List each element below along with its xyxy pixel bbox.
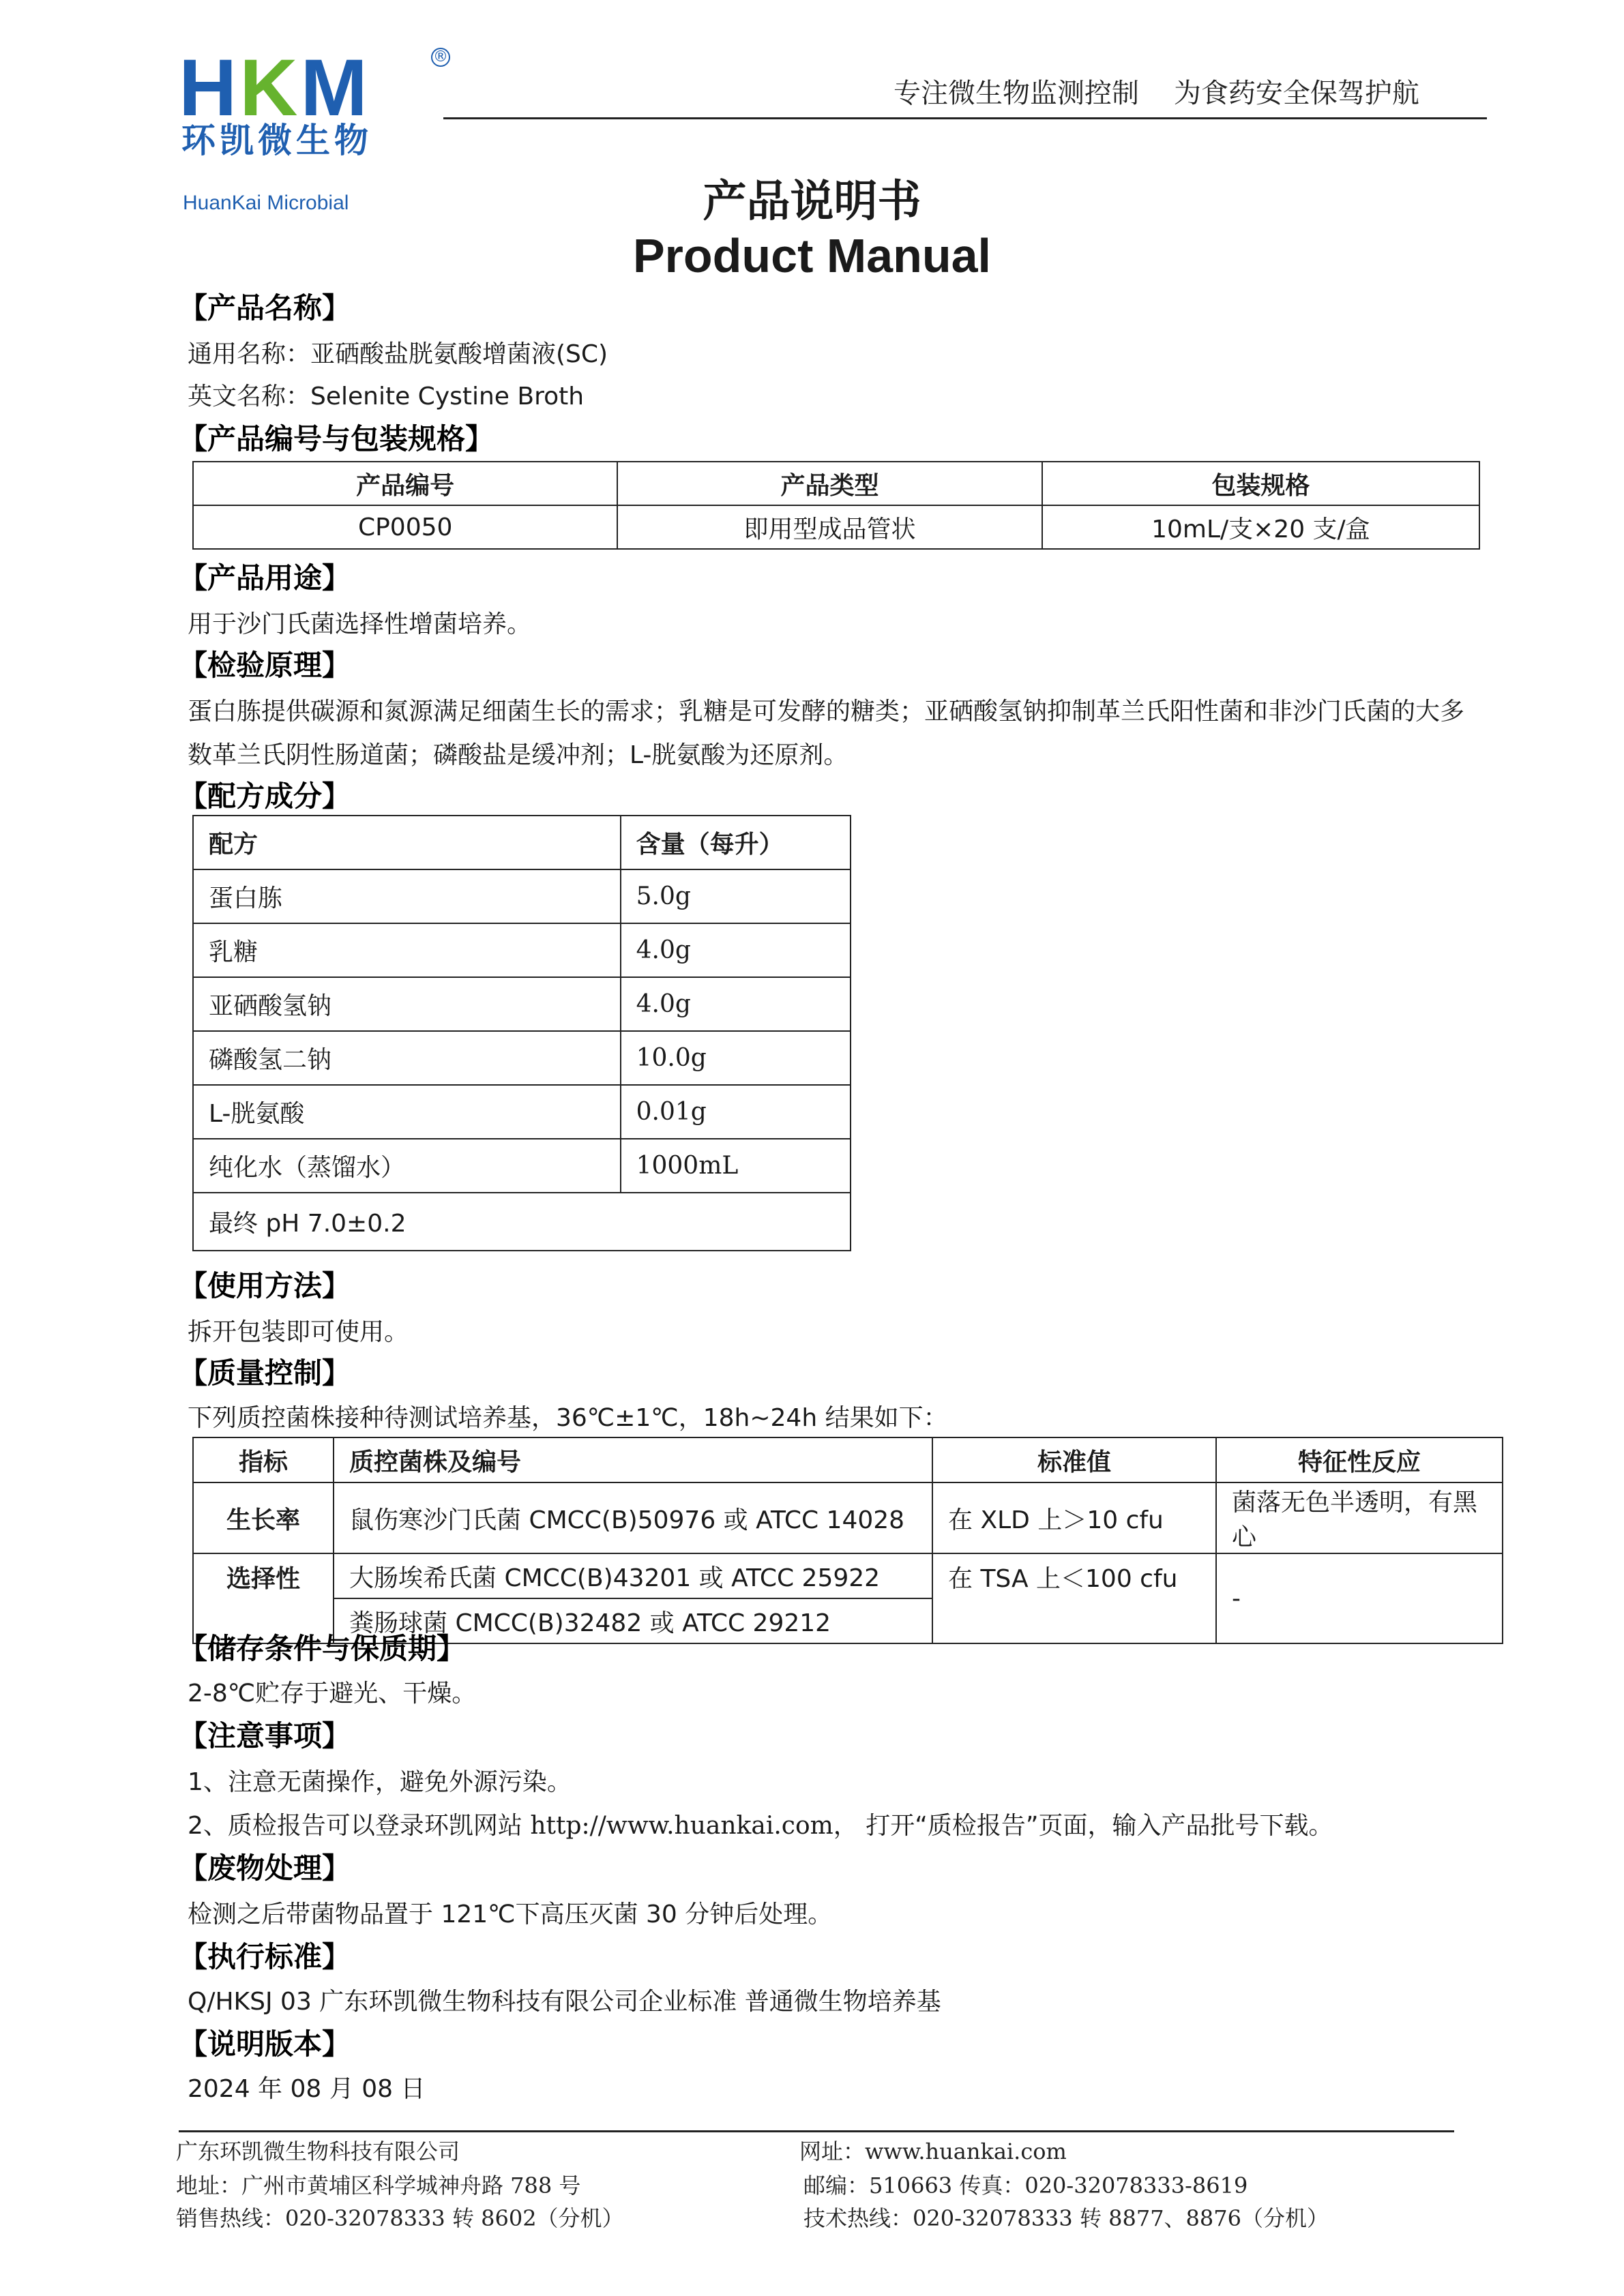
standard-text: Q/HKSJ 03 广东环凯微生物科技有限公司企业标准 普通微生物培养基	[188, 1988, 941, 2016]
section-heading-notes: 【注意事项】	[179, 1719, 351, 1753]
note-item-2-suffix: ， 打开“质检报告”页面，输入产品批号下载。	[833, 1812, 1333, 1840]
standard-growth: 在 XLD 上＞10 cfu	[932, 1482, 1216, 1553]
usage-text: 用于沙门氏菌选择性增菌培养。	[188, 610, 532, 638]
note-item-2	[188, 1808, 1333, 1844]
header-reaction: 特征性反应	[1216, 1437, 1503, 1482]
page-title-cn: 产品说明书	[703, 177, 921, 227]
ingredient-name: 纯化水（蒸馏水）	[193, 1139, 621, 1193]
table-row	[193, 869, 851, 923]
ingredient-name: 蛋白胨	[193, 869, 621, 923]
header-indicator: 指标	[193, 1437, 334, 1482]
page-title-en: Product Manual	[632, 229, 992, 282]
reaction-growth: 菌落无色半透明，有黑心	[1216, 1482, 1503, 1553]
note-item-1: 1、注意无菌操作，避免外源污染。	[188, 1768, 572, 1796]
final-ph: 最终 pH 7.0±0.2	[193, 1193, 851, 1251]
footer-website[interactable]: 网址：www.huankai.com	[799, 2138, 1067, 2164]
section-heading-quality-control: 【质量控制】	[179, 1356, 351, 1390]
qc-intro: 下列质控菌株接种待测试培养基，36℃±1℃，18h~24h 结果如下：	[188, 1404, 948, 1432]
common-name: 通用名称：亚硒酸盐胱氨酸增菌液(SC)	[188, 340, 608, 368]
strain-selectivity-1: 大肠埃希氏菌 CMCC(B)43201 或 ATCC 25922	[334, 1553, 932, 1598]
ingredient-amount: 0.01g	[621, 1085, 851, 1139]
section-heading-product-name: 【产品名称】	[179, 291, 351, 325]
header-product-type: 产品类型	[617, 462, 1042, 505]
section-heading-packaging: 【产品编号与包装规格】	[179, 422, 494, 456]
table-row	[193, 977, 851, 1031]
registered-mark-icon: ®	[431, 48, 450, 67]
table-row	[193, 1193, 851, 1251]
ingredient-amount: 10.0g	[621, 1031, 851, 1085]
principle-line-1: 蛋白胨提供碳源和氮源满足细菌生长的需求；乳糖是可发酵的糖类；亚硒酸氢钠抑制革兰氏阳性菌和非沙门氏菌的大多	[188, 698, 1465, 726]
section-heading-method: 【使用方法】	[179, 1269, 351, 1302]
logo-english-name: HuanKai Microbial	[183, 192, 349, 214]
disposal-text: 检测之后带菌物品置于 121℃下高压灭菌 30 分钟后处理。	[188, 1900, 833, 1928]
principle-line-2: 数革兰氏阴性肠道菌；磷酸盐是缓冲剂；L-胱氨酸为还原剂。	[188, 741, 848, 769]
ingredient-amount: 4.0g	[621, 923, 851, 977]
footer-tech-hotline: 技术热线：020-32078333 转 8877、8876（分机）	[803, 2205, 1329, 2231]
table-row	[193, 1482, 1503, 1553]
ingredient-name: 磷酸氢二钠	[193, 1031, 621, 1085]
header-divider	[443, 117, 1487, 119]
product-type: 即用型成品管状	[617, 505, 1042, 549]
section-heading-standard: 【执行标准】	[179, 1940, 351, 1973]
table-header-row	[193, 462, 1479, 505]
note-item-2-prefix: 2、质检报告可以登录环凯网站	[188, 1812, 531, 1840]
quality-control-table	[192, 1437, 1503, 1644]
standard-selectivity: 在 TSA 上＜100 cfu	[932, 1553, 1216, 1643]
company-logo	[179, 43, 452, 214]
header-standard: 标准值	[932, 1437, 1216, 1482]
packaging-table	[192, 461, 1480, 550]
table-header-row	[193, 1437, 1503, 1482]
section-heading-disposal: 【废物处理】	[179, 1851, 351, 1885]
storage-text: 2-8℃贮存于避光、干燥。	[188, 1680, 477, 1708]
logo-mark: HKM	[179, 43, 370, 133]
strain-selectivity-2: 粪肠球菌 CMCC(B)32482 或 ATCC 29212	[334, 1598, 932, 1643]
header-product-code: 产品编号	[193, 462, 617, 505]
indicator-selectivity: 选择性	[193, 1553, 334, 1643]
indicator-growth: 生长率	[193, 1482, 334, 1553]
version-date: 2024 年 08 月 08 日	[188, 2075, 426, 2103]
header-ingredient: 配方	[193, 816, 621, 869]
table-row	[193, 505, 1479, 549]
section-heading-principle: 【检验原理】	[179, 648, 351, 682]
section-heading-usage: 【产品用途】	[179, 561, 351, 595]
table-header-row	[193, 816, 851, 869]
ingredient-amount: 1000mL	[621, 1139, 851, 1193]
table-row	[193, 1553, 1503, 1598]
table-row	[193, 1085, 851, 1139]
product-code: CP0050	[193, 505, 617, 549]
formula-table	[192, 815, 851, 1251]
ingredient-name: 乳糖	[193, 923, 621, 977]
ingredient-amount: 4.0g	[621, 977, 851, 1031]
method-text: 拆开包装即可使用。	[188, 1318, 409, 1346]
english-name: 英文名称：Selenite Cystine Broth	[188, 383, 585, 411]
ingredient-name: 亚硒酸氢钠	[193, 977, 621, 1031]
header-strain: 质控菌株及编号	[334, 1437, 932, 1482]
table-row	[193, 923, 851, 977]
table-row	[193, 1139, 851, 1193]
header-amount: 含量（每升）	[621, 816, 851, 869]
section-heading-version: 【说明版本】	[179, 2027, 351, 2061]
footer-divider	[179, 2130, 1454, 2132]
reaction-selectivity: -	[1216, 1553, 1503, 1643]
footer-address: 地址：广州市黄埔区科学城神舟路 788 号	[176, 2173, 581, 2198]
footer-postal-fax: 邮编：510663 传真：020-32078333-8619	[803, 2173, 1248, 2198]
ingredient-name: L-胱氨酸	[193, 1085, 621, 1139]
header-slogan: 专注微生物监测控制 为食药安全保驾护航	[894, 78, 1419, 109]
logo-chinese-name: 环凯微生物	[181, 121, 372, 160]
section-heading-storage: 【储存条件与保质期】	[179, 1632, 466, 1665]
footer-company: 广东环凯微生物科技有限公司	[176, 2138, 460, 2164]
header-package-spec: 包装规格	[1042, 462, 1479, 505]
ingredient-amount: 5.0g	[621, 869, 851, 923]
footer-sales-hotline: 销售热线：020-32078333 转 8602（分机）	[176, 2205, 624, 2231]
strain-growth: 鼠伤寒沙门氏菌 CMCC(B)50976 或 ATCC 14028	[334, 1482, 932, 1553]
table-row	[193, 1031, 851, 1085]
package-spec: 10mL/支×20 支/盒	[1042, 505, 1479, 549]
website-link[interactable]: http://www.huankai.com	[530, 1812, 833, 1840]
section-heading-formula: 【配方成分】	[179, 779, 351, 813]
